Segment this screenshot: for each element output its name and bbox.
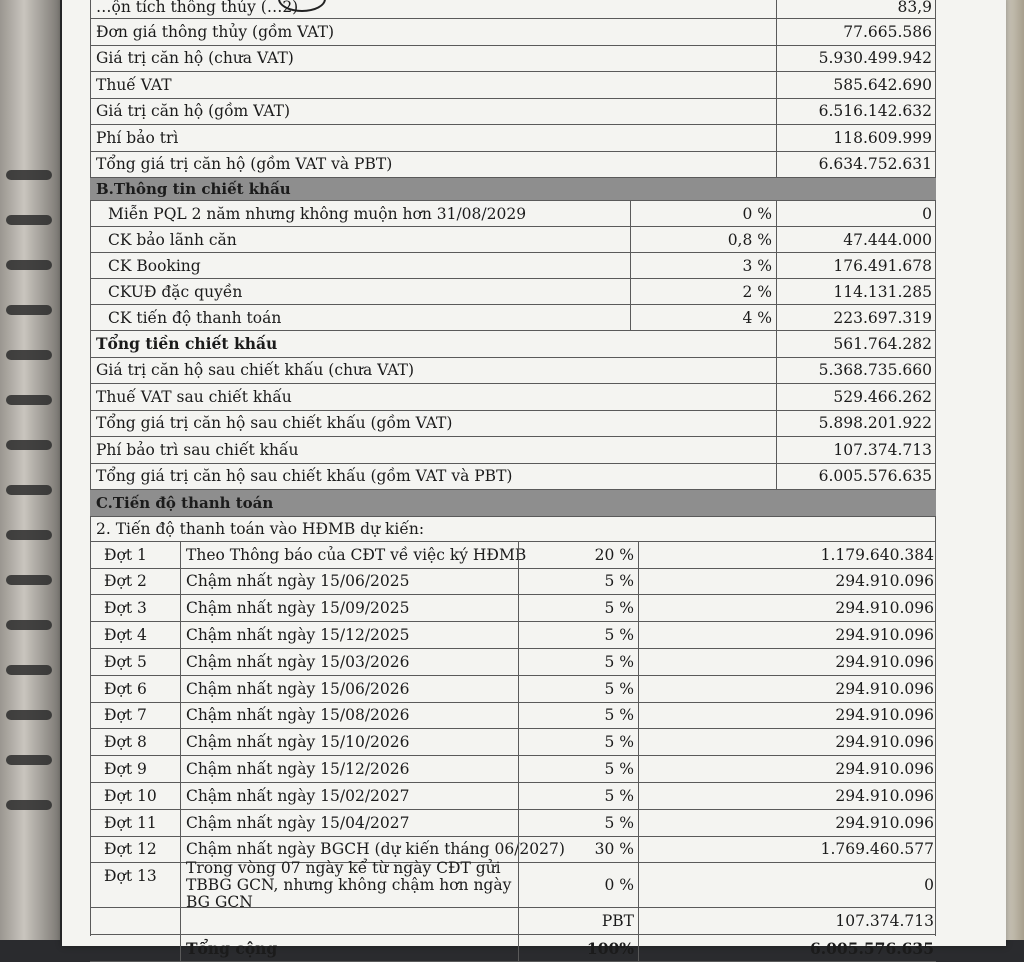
table-row <box>90 858 936 911</box>
binder-ring <box>6 620 52 630</box>
phase-value: 294.910.096 <box>835 626 934 645</box>
section-b-title: B.Thông tin chiết khấu <box>96 180 291 198</box>
row-value: 6.516.142.632 <box>818 102 932 121</box>
binder-ring <box>6 350 52 360</box>
table-row <box>90 19 936 46</box>
total-value: 6.005.576.635 <box>809 938 934 958</box>
phase-percent: 5 % <box>604 652 634 671</box>
phase-percent: 5 % <box>604 626 634 645</box>
table-row <box>90 253 936 279</box>
binder-ring <box>6 575 52 585</box>
discount-value: 223.697.319 <box>833 308 932 327</box>
discount-label: Miễn PQL 2 năm nhưng không muộn hơn 31/08/2029 <box>108 204 527 223</box>
table-row <box>90 908 936 935</box>
discount-percent: 0 % <box>742 204 772 223</box>
phase-value: 294.910.096 <box>835 760 934 779</box>
pbt-label: PBT <box>601 912 634 931</box>
table-row <box>90 0 936 19</box>
phase-label: Đợt 6 <box>104 679 147 698</box>
binder-ring <box>6 395 52 405</box>
phase-desc: Chậm nhất ngày 15/09/2025 <box>186 599 410 618</box>
discount-percent: 2 % <box>742 282 772 301</box>
table-row <box>90 46 936 73</box>
binder-ring <box>6 530 52 540</box>
pbt-value: 107.374.713 <box>835 912 934 931</box>
phase-percent: 30 % <box>594 840 634 859</box>
discount-value: 176.491.678 <box>833 256 932 275</box>
table-row <box>90 783 936 810</box>
phase-desc: Chậm nhất ngày 15/03/2026 <box>186 652 410 671</box>
table-row <box>90 279 936 305</box>
table-row <box>90 464 936 491</box>
price-sheet <box>90 0 936 962</box>
phase-value: 294.910.096 <box>835 679 934 698</box>
phase-value: 294.910.096 <box>835 572 934 591</box>
phase-value: 294.910.096 <box>835 706 934 725</box>
discount-label: CK tiến độ thanh toán <box>108 308 282 327</box>
document-page <box>62 0 1006 958</box>
table-row <box>90 411 936 438</box>
phase-percent: 5 % <box>604 599 634 618</box>
phase-percent: 5 % <box>604 733 634 752</box>
table-row <box>90 595 936 622</box>
binder-ring <box>6 665 52 675</box>
phase-desc: Trong vòng 07 ngày kể từ ngày CĐT gửi TBBG GCN, nhưng không chậm hơn ngày BG GCN <box>186 858 512 911</box>
row-value: 77.665.586 <box>843 22 932 41</box>
discount-percent: 3 % <box>742 256 772 275</box>
phase-label: Đợt 10 <box>104 786 157 805</box>
table-row <box>90 331 936 358</box>
table-row <box>90 384 936 411</box>
summary-value: 5.898.201.922 <box>818 414 932 433</box>
phase-percent: 5 % <box>604 679 634 698</box>
row-label: Đơn giá thông thủy (gồm VAT) <box>96 22 335 41</box>
phase-value: 1.769.460.577 <box>820 840 934 859</box>
table-row <box>90 437 936 464</box>
table-row <box>90 542 936 569</box>
phase-value: 0 <box>924 876 934 895</box>
phase-label: Đợt 2 <box>104 572 147 591</box>
phase-desc: Theo Thông báo của CĐT về việc ký HĐMB <box>186 545 527 564</box>
phase-label: Đợt 8 <box>104 733 147 752</box>
table-row <box>90 72 936 99</box>
discount-value: 114.131.285 <box>833 282 932 301</box>
table-row <box>90 810 936 837</box>
phase-desc: Chậm nhất ngày 15/04/2027 <box>186 813 410 832</box>
binder-ring <box>6 305 52 315</box>
table-row <box>90 622 936 649</box>
phase-percent: 5 % <box>604 760 634 779</box>
phase-value: 294.910.096 <box>835 599 934 618</box>
phase-desc: Chậm nhất ngày 15/02/2027 <box>186 786 410 805</box>
table-row <box>90 756 936 783</box>
table-row <box>90 517 936 542</box>
row-label: Thuế VAT <box>96 75 172 94</box>
row-label: Giá trị căn hộ (gồm VAT) <box>96 102 291 121</box>
binder-ring <box>6 800 52 810</box>
phase-value: 294.910.096 <box>835 786 934 805</box>
table-row <box>90 649 936 676</box>
phase-desc: Chậm nhất ngày BGCH (dự kiến tháng 06/2027) <box>186 840 565 859</box>
table-row <box>90 152 936 179</box>
phase-label: Đợt 9 <box>104 760 147 779</box>
summary-label: Tổng giá trị căn hộ sau chiết khấu (gồm VAT và PBT) <box>96 467 513 486</box>
phase-value: 294.910.096 <box>835 733 934 752</box>
summary-label: Giá trị căn hộ sau chiết khấu (chưa VAT) <box>96 361 415 380</box>
table-row <box>90 703 936 730</box>
summary-value: 107.374.713 <box>833 440 932 459</box>
row-label: Phí bảo trì <box>96 128 179 147</box>
phase-label: Đợt 3 <box>104 599 147 618</box>
summary-label: Phí bảo trì sau chiết khấu <box>96 440 299 459</box>
section-c <box>90 490 936 962</box>
row-value: 5.930.499.942 <box>818 49 932 68</box>
binder-ring <box>6 485 52 495</box>
row-label: Giá trị căn hộ (chưa VAT) <box>96 49 294 68</box>
discount-percent: 0,8 % <box>727 230 772 249</box>
table-row <box>90 935 936 962</box>
table-row <box>90 358 936 385</box>
phase-desc: Chậm nhất ngày 15/10/2026 <box>186 733 410 752</box>
table-row <box>90 201 936 227</box>
discount-label: CK bảo lãnh căn <box>108 230 237 249</box>
binder-ring <box>6 170 52 180</box>
phase-value: 294.910.096 <box>835 652 934 671</box>
phase-label: Đợt 1 <box>104 545 147 564</box>
discount-value: 0 <box>922 204 932 223</box>
binder-spine <box>0 0 60 940</box>
binder-ring <box>6 710 52 720</box>
phase-percent: 20 % <box>594 545 634 564</box>
discount-label: CK Booking <box>108 256 201 275</box>
discount-label: CKUĐ đặc quyền <box>108 282 243 301</box>
phase-percent: 5 % <box>604 786 634 805</box>
phase-percent: 5 % <box>604 706 634 725</box>
section-c-title: C.Tiến độ thanh toán <box>96 493 274 512</box>
table-row <box>90 569 936 596</box>
table-row <box>90 305 936 331</box>
row-value: 6.634.752.631 <box>818 155 932 174</box>
summary-label: Thuế VAT sau chiết khấu <box>96 387 292 406</box>
summary-value: 5.368.735.660 <box>818 361 932 380</box>
table-row <box>90 227 936 253</box>
phase-desc: Chậm nhất ngày 15/08/2026 <box>186 706 410 725</box>
table-row <box>90 125 936 152</box>
binder-ring <box>6 260 52 270</box>
row-label: …ộn tích thông thủy (…2) <box>96 0 299 16</box>
section-heading <box>90 490 936 517</box>
row-label: Tổng giá trị căn hộ (gồm VAT và PBT) <box>96 155 393 174</box>
phase-value: 294.910.096 <box>835 813 934 832</box>
discount-value: 47.444.000 <box>843 230 932 249</box>
total-label: Tổng cộng <box>186 938 278 958</box>
phase-desc: Chậm nhất ngày 15/06/2025 <box>186 572 410 591</box>
section-c-subtitle: 2. Tiến độ thanh toán vào HĐMB dự kiến: <box>96 519 425 538</box>
summary-value: 561.764.282 <box>833 334 932 353</box>
phase-label: Đợt 12 <box>104 840 157 859</box>
summary-value: 6.005.576.635 <box>818 467 932 486</box>
phase-label: Đợt 13 <box>104 867 157 886</box>
phase-label: Đợt 7 <box>104 706 147 725</box>
total-percent: 100% <box>586 938 634 958</box>
phase-label: Đợt 5 <box>104 652 147 671</box>
discount-percent: 4 % <box>742 308 772 327</box>
summary-value: 529.466.262 <box>833 387 932 406</box>
phase-percent: 5 % <box>604 813 634 832</box>
binder-ring <box>6 440 52 450</box>
phase-desc: Chậm nhất ngày 15/12/2025 <box>186 626 410 645</box>
phase-value: 1.179.640.384 <box>820 545 934 564</box>
row-value: 585.642.690 <box>833 75 932 94</box>
row-value: 83,9 <box>897 0 932 16</box>
phase-label: Đợt 11 <box>104 813 157 832</box>
section-b <box>90 178 936 490</box>
table-row <box>90 99 936 126</box>
summary-label: Tổng giá trị căn hộ sau chiết khấu (gồm VAT) <box>96 414 453 433</box>
section-heading <box>90 178 936 201</box>
table-row <box>90 729 936 756</box>
table-row <box>90 676 936 703</box>
phase-percent: 5 % <box>604 572 634 591</box>
summary-label: Tổng tiền chiết khấu <box>96 334 278 354</box>
phase-desc: Chậm nhất ngày 15/12/2026 <box>186 760 410 779</box>
section-a <box>90 0 936 178</box>
phase-desc: Chậm nhất ngày 15/06/2026 <box>186 679 410 698</box>
phase-label: Đợt 4 <box>104 626 147 645</box>
row-value: 118.609.999 <box>833 128 932 147</box>
binder-ring <box>6 755 52 765</box>
phase-percent: 0 % <box>604 876 634 895</box>
binder-ring <box>6 215 52 225</box>
